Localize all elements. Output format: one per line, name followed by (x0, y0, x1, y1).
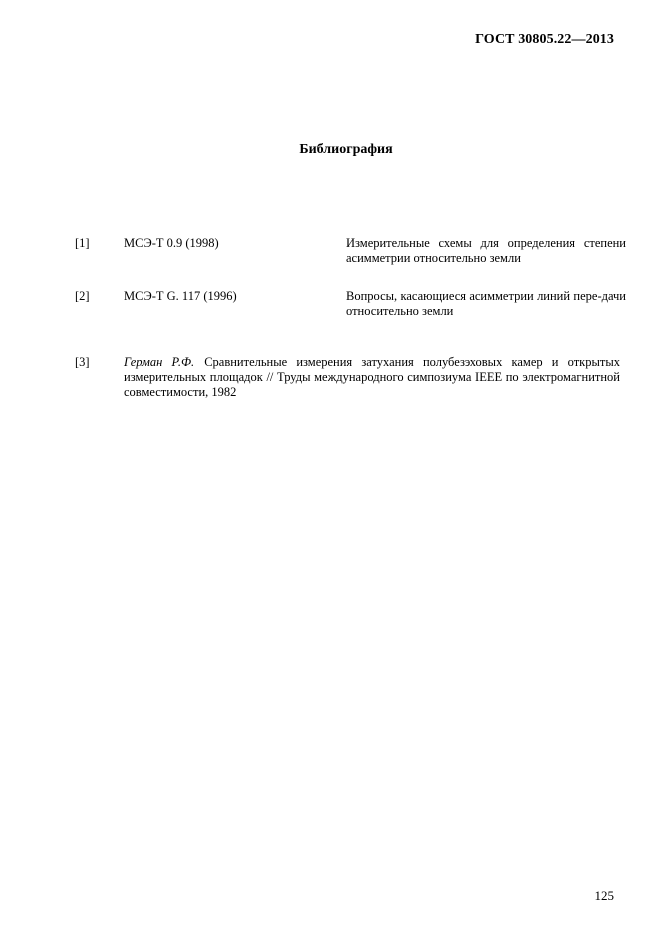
reference-number: [2] (75, 289, 90, 303)
reference-item-1 (0, 236, 661, 268)
reference-number: [1] (75, 236, 90, 250)
document-standard-header: ГОСТ 30805.22—2013 (475, 32, 614, 47)
reference-description: Вопросы, касающиеся асимметрии линий пере-дачи относительно земли (346, 289, 626, 318)
reference-number: [3] (75, 355, 90, 369)
page-number: 125 (594, 888, 614, 903)
reference-text: Сравнительные измерения затухания полубезэховых камер и открытых измерительных площадок // Труды международного симпозиума IEEE по электромагнитной совместимости, 1982 (124, 355, 620, 399)
reference-item-3 (0, 355, 661, 403)
reference-description: Измерительные схемы для определения степени асимметрии относительно земли (346, 236, 626, 265)
reference-item-2 (0, 289, 661, 321)
reference-code: МСЭ-Т 0.9 (1998) (124, 236, 219, 250)
reference-code: МСЭ-Т G. 117 (1996) (124, 289, 237, 303)
bibliography-title: Библиография (299, 142, 393, 157)
reference-text-block (124, 355, 620, 400)
reference-author: Герман Р.Ф. (124, 355, 195, 369)
